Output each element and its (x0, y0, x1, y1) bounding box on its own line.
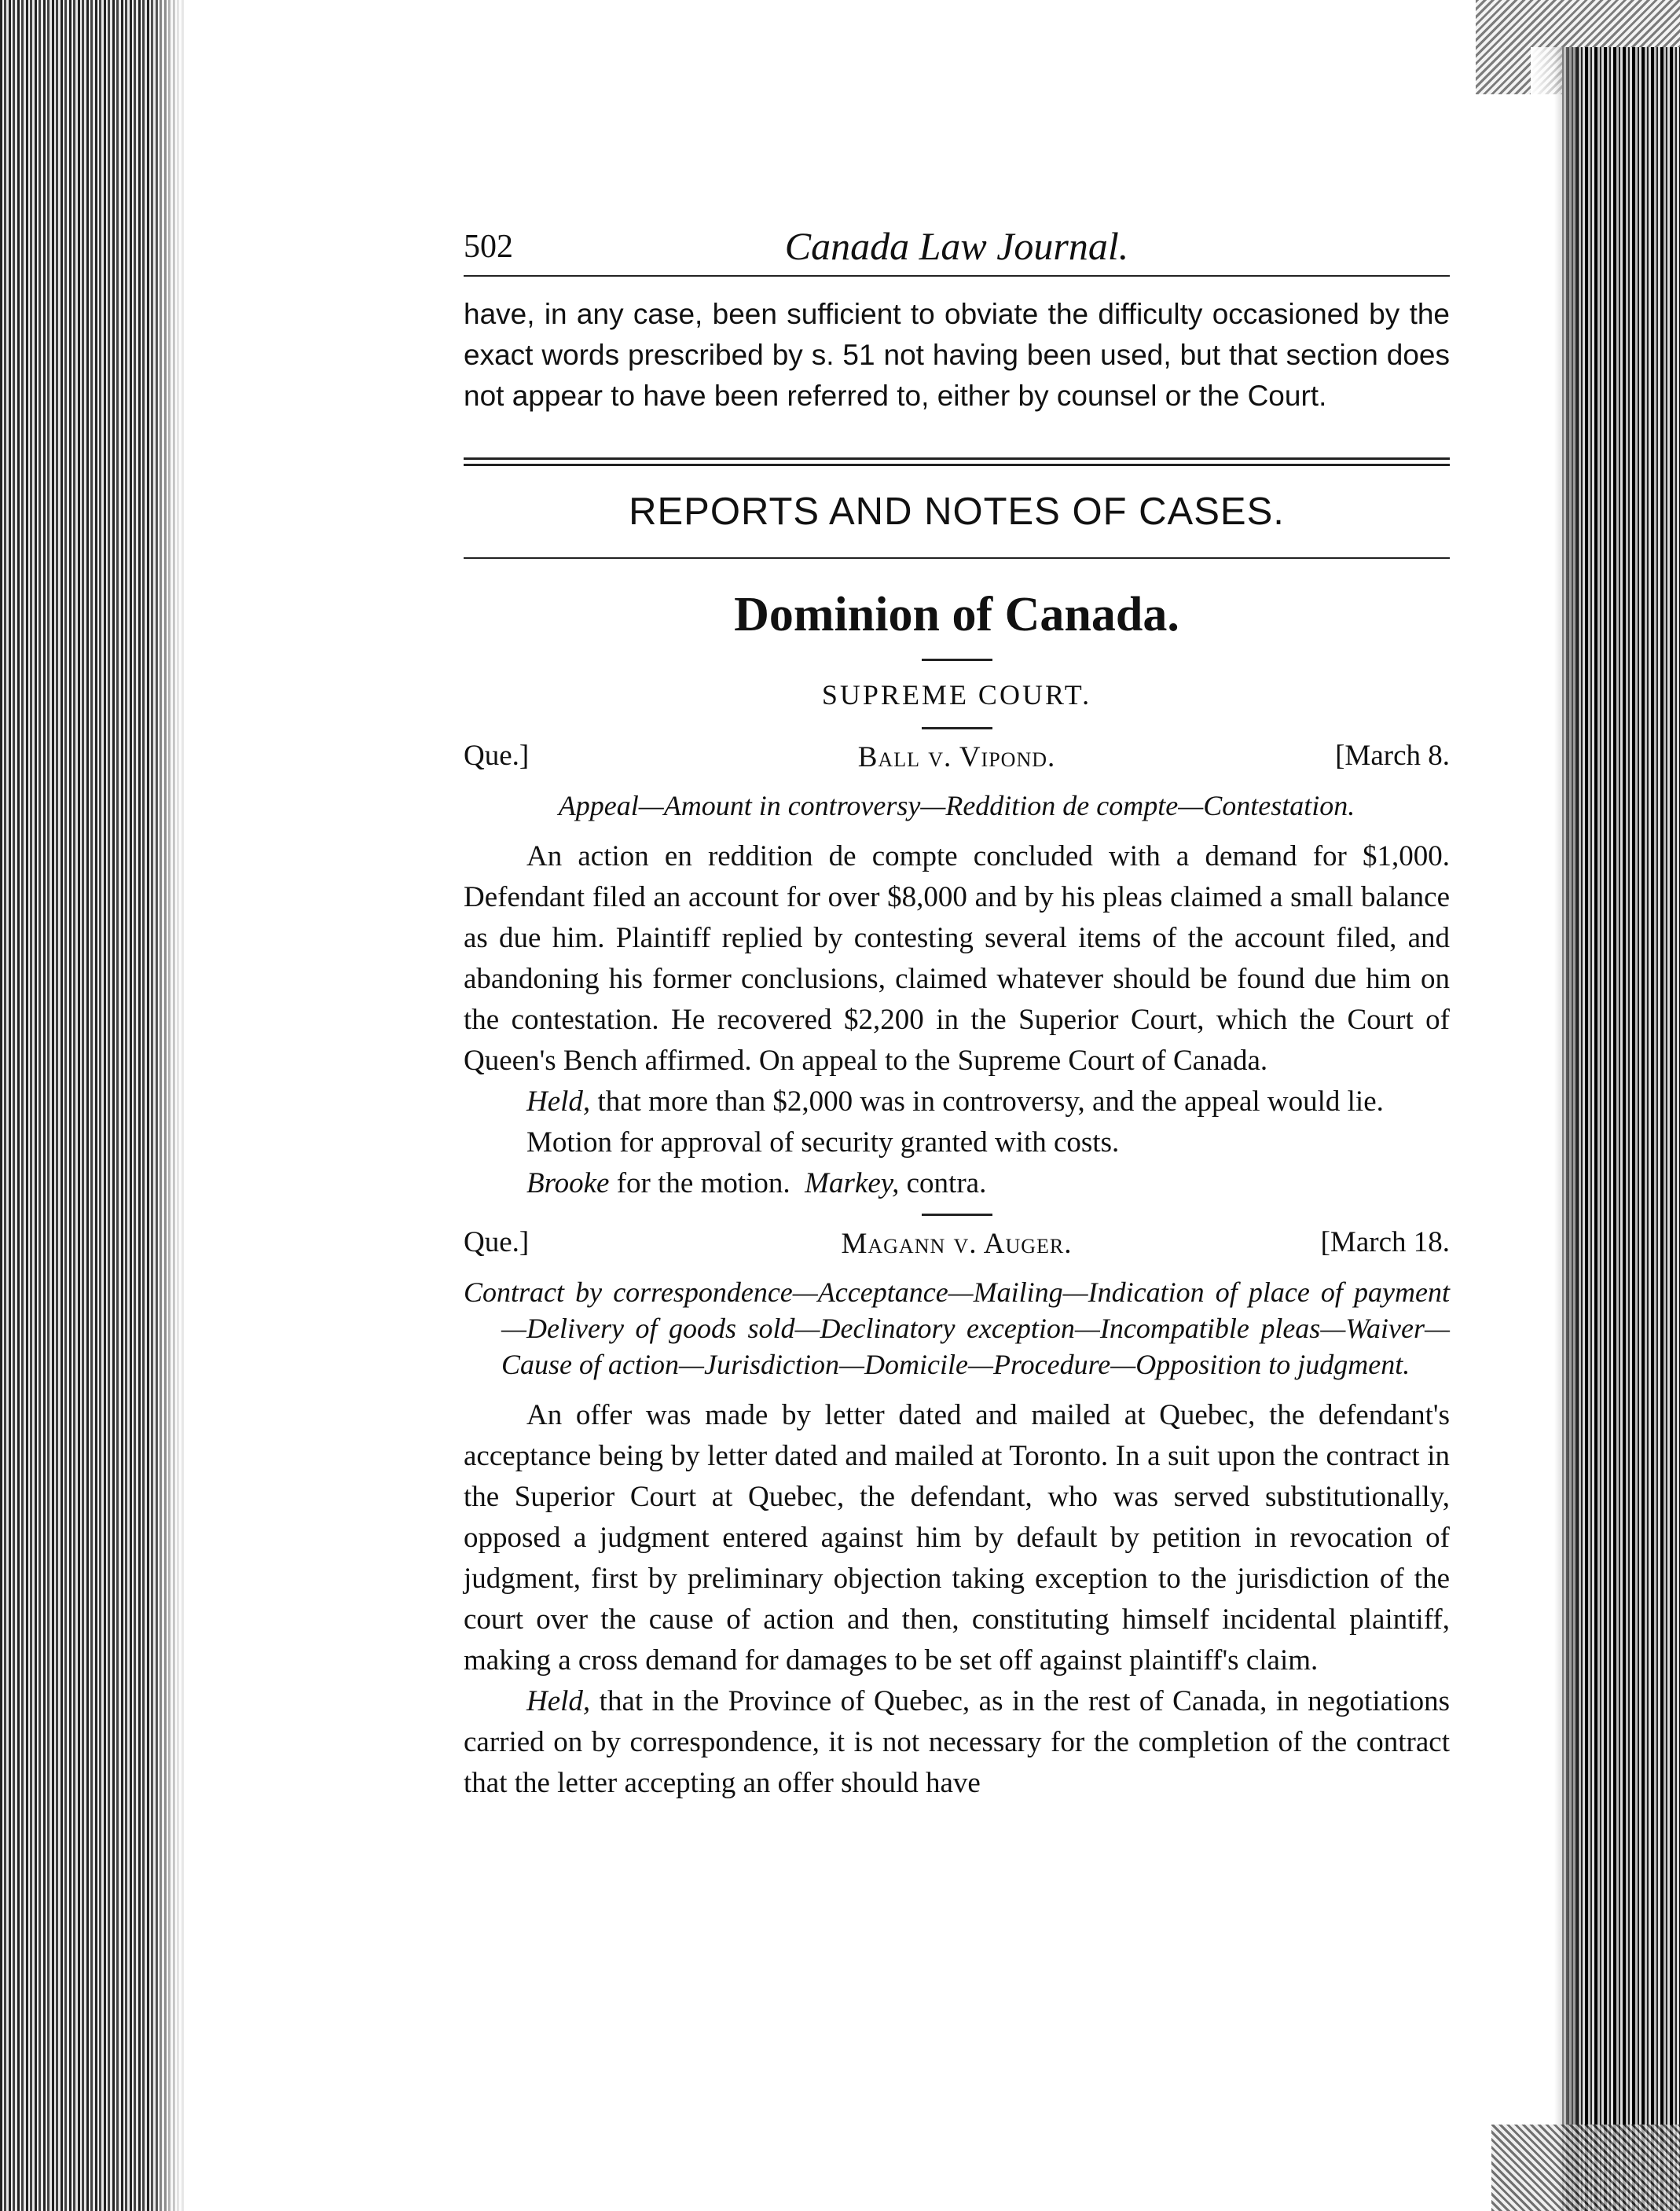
counsel-name: Markey, (805, 1167, 900, 1199)
case-date: [March 18. (1320, 1226, 1450, 1258)
case-heading (464, 1225, 1450, 1268)
header-rule (464, 275, 1450, 277)
case-date: [March 8. (1335, 740, 1450, 772)
held-label: Held, (526, 1085, 591, 1118)
section-title: REPORTS AND NOTES OF CASES. (629, 490, 1285, 533)
case-province: Que.] (464, 1226, 530, 1258)
counsel-paragraph (464, 1163, 1450, 1204)
held-paragraph (464, 1082, 1450, 1122)
page-number: 502 (464, 229, 513, 265)
intro-paragraph: have, in any case, been sufficient to obviate the difficulty occasioned by the exact words prescribed by s. 51 not having been used, but that section does not appear to have been referred to, either by counsel or the Court. (464, 298, 1450, 412)
case-catchwords: Appeal—Amount in controversy—Reddition de compte—Contestation. (558, 790, 1355, 821)
case-catchwords: Contract by correspondence—Acceptance—Mailing—Indication of place of payment—Delivery of goods sold—Declinatory exception—Incompatible pleas—Waiver—Cause of action—Jurisdiction—Domicile—Procedure—Opposition to judgment. (464, 1276, 1450, 1380)
page-edge-right (1562, 47, 1680, 2211)
court-heading: SUPREME COURT. (821, 679, 1092, 711)
running-head (464, 220, 1450, 275)
page-shadow-right (1531, 47, 1578, 2211)
jurisdiction-heading: Dominion of Canada. (734, 588, 1179, 641)
journal-title: Canada Law Journal. (784, 224, 1129, 268)
section-double-rule (464, 457, 1450, 466)
counsel-role: contra. (899, 1167, 987, 1199)
case-province: Que.] (464, 740, 530, 772)
journal-page (464, 220, 1450, 1804)
case-paragraph: An offer was made by letter dated and mailed at Quebec, the defendant's acceptance being by letter dated and mailed at Toronto. In a suit upon the contract in the Superior Court at Quebec, the defendant, who was served substitutionally, opposed a judgment entered against him by default by petition in revocation of judgment, first by preliminary objection taking exception to the jurisdiction of the court over the cause of action and then, constituting himself incidental plaintiff, making a cross demand for damages to be set off against plaintiff's claim. (464, 1399, 1450, 1677)
page-corner-bottom-right (1491, 2125, 1680, 2211)
section-rule (464, 557, 1450, 559)
case-paragraph: An action en reddition de compte concluded with a demand for $1,000. Defendant filed an account for over $8,000 and by his pleas claimed a small balance as due him. Plaintiff replied by contesting several items of the account filed, and abandoning his former conclusions, claimed whatever should be found due him on the contestation. He recovered $2,200 in the Superior Court, which the Court of Queen's Bench affirmed. On appeal to the Supreme Court of Canada. (464, 840, 1450, 1077)
case-name: Magann v. Auger. (841, 1228, 1073, 1260)
held-text: that in the Province of Quebec, as in the rest of Canada, in negotiations carried on by correspondence, it is not necessary for the completion of the contract that the letter accepting an offer should have (464, 1685, 1450, 1799)
motion-paragraph: Motion for approval of security granted with costs. (526, 1126, 1120, 1159)
binding-shadow-left (149, 0, 196, 2211)
held-label: Held, (526, 1685, 591, 1717)
case-heading (464, 739, 1450, 781)
counsel-role: for the motion. (609, 1167, 790, 1199)
held-text: that more than $2,000 was in controversy, and the appeal would lie. (590, 1085, 1384, 1118)
counsel-name: Brooke (526, 1167, 610, 1199)
divider-short (922, 659, 992, 661)
case-name: Ball v. Vipond. (857, 741, 1056, 773)
held-paragraph (464, 1681, 1450, 1804)
